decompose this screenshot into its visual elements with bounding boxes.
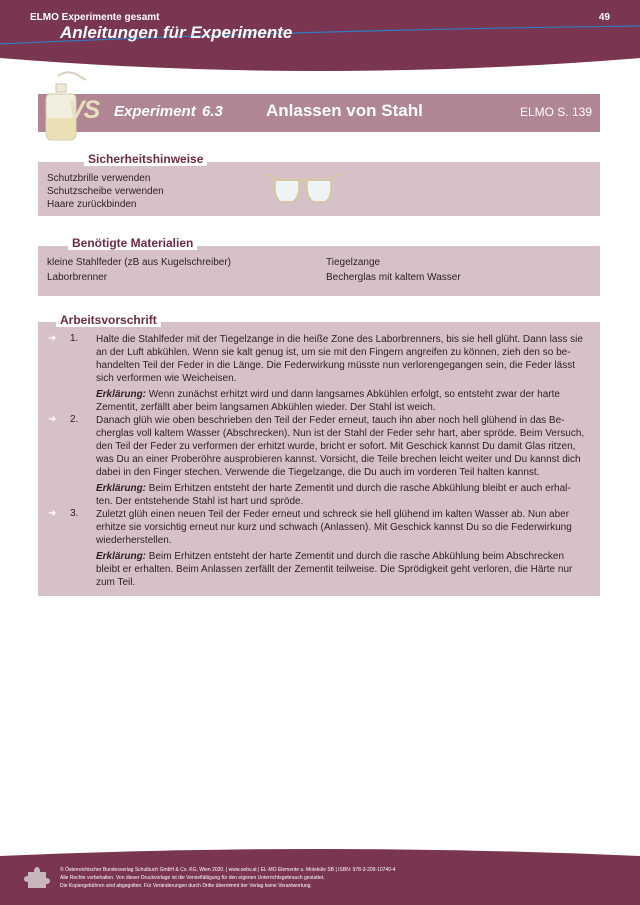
step-line: den Teil der Feder zu verformen der erhitzt wurde, bricht er sofort. Mit Geschick kannst Du damit Glas ritzen, — [96, 441, 576, 452]
step-explanation — [96, 388, 588, 414]
explanation-line — [96, 482, 588, 495]
step-text — [96, 508, 588, 547]
step-line: handelten Teil der Feder in die Länge. Die Federwirkung müsste nun verlorengegangen sein, die Feder lässt — [96, 360, 575, 371]
experiment-title: Anlassen von Stahl — [266, 101, 423, 120]
step-number: 2. — [70, 414, 79, 425]
arrow-right-icon: ➜ — [48, 414, 57, 425]
explanation-line: bleibt er erhalten. Beim Anlassen zerfällt der Zementit teilweise. Die Sprödigkeit geht verloren, die Härte nur — [96, 564, 573, 575]
explanation-text: Wenn zunächst erhitzt wird und dann langsames Abkühlen erfolgt, so entsteht zwar der harte — [146, 389, 560, 400]
rights-line: Alle Rechte vorbehalten. Von dieser Druckvorlage ist die Vervielfältigung für den eigenen Unterrichtsgebrauch gestattet. — [60, 875, 325, 881]
step-line: dabei in den Finger stechen. Verwende die Tiegelzange, die Du auch im vorderen Teil halten kannst. — [96, 467, 540, 478]
procedure-heading: Arbeitsvorschrift — [56, 313, 161, 327]
step-line: an der Luft abkühlen. Wenn sie kalt genug ist, um sie mit den Fingern angreifen zu können, zieh den so be- — [96, 347, 571, 358]
explanation-line — [96, 550, 588, 563]
safety-item: Schutzbrille verwenden — [47, 173, 151, 184]
step-line: was Du an einer Proberöhre ausprobieren kannst. Vorsicht, die Teile brechen leicht weiter und Du kannst dich — [96, 454, 581, 465]
step-explanation — [96, 482, 588, 508]
arrow-right-icon: ➜ — [48, 333, 57, 344]
vs-logo: VS — [68, 96, 100, 124]
step-number: 3. — [70, 508, 79, 519]
step-line: Danach glüh wie oben beschrieben den Teil der Feder erneut, tauch ihn aber noch hell glühend in das Be- — [96, 415, 565, 426]
fees-line: Die Kopiergebühren sind abgegolten. Für Veränderungen durch Dritte übernimmt der Verlag keine Verantwortung. — [60, 883, 312, 889]
procedure-box — [38, 322, 600, 596]
experiment-number: 6.3 — [202, 103, 223, 120]
materials-heading: Benötigte Materialien — [68, 236, 197, 250]
book-reference: ELMO S. 139 — [519, 105, 592, 119]
series-title: ELMO Experimente gesamt — [30, 12, 160, 23]
explanation-label: Erklärung: — [96, 389, 147, 400]
material-item: kleine Stahlfeder (zB aus Kugelschreiber) — [47, 257, 231, 268]
explanation-line: Zementit, zerfällt aber beim langsamen Abkühlen wieder. Der Stahl ist weich. — [96, 402, 436, 413]
step-line: cherglas voll kaltem Wasser (Abschrecken). Nun ist der Stahl der Feder sehr hart, aber spröde. Beim Versuch, — [96, 428, 585, 439]
copyright-line: © Österreichischer Bundesverlag Schulbuch GmbH & Co. KG, Wien 2020. | www.oebv.at | EL-MO Elemente u. Moleküle SB | ISBN: 978-3-209-10740-4 — [60, 867, 396, 873]
safety-item: Haare zurückbinden — [47, 199, 137, 210]
experiment-label: Experiment — [114, 103, 196, 120]
safety-heading: Sicherheitshinweise — [84, 152, 207, 166]
safety-glasses-icon — [263, 172, 343, 206]
safety-item: Schutzscheibe verwenden — [47, 186, 164, 197]
page-number: 49 — [598, 12, 610, 23]
page-header — [0, 0, 640, 74]
step-line: Zuletzt glüh einen neuen Teil der Feder erneut und schreck sie hell glühend im kalten Wasser ab. Nun aber — [96, 509, 570, 520]
step-line: sich verformen wie Weicheisen. — [96, 373, 237, 384]
explanation-line — [96, 388, 588, 401]
step-line: wiederherstellen. — [96, 535, 172, 546]
explanation-line: zum Teil. — [96, 577, 136, 588]
step-explanation — [96, 550, 588, 589]
step-text — [96, 414, 588, 479]
material-item: Tiegelzange — [326, 257, 381, 268]
explanation-line: ten. Der entstehende Stahl ist hart und spröde. — [96, 496, 304, 507]
step-line: erhitze sie vorsichtig erneut nur kurz und schwach (Anlassen). Mit Geschick kannst Du so die Federwirkung — [96, 522, 572, 533]
step-text — [96, 333, 588, 385]
step-line: Halte die Stahlfeder mit der Tiegelzange in die heiße Zone des Laborbrenners, bis sie hell glüht. Dann lass sie — [96, 334, 583, 345]
materials-box — [38, 246, 600, 296]
arrow-right-icon: ➜ — [48, 508, 57, 519]
explanation-label: Erklärung: — [96, 551, 147, 562]
puzzle-icon — [24, 864, 50, 890]
explanation-label: Erklärung: — [96, 483, 147, 494]
material-item: Becherglas mit kaltem Wasser — [326, 272, 461, 283]
explanation-text: Beim Erhitzen entsteht der harte Zementit und durch die rasche Abkühlung beim Abschrecken — [146, 551, 565, 562]
explanation-text: Beim Erhitzen entsteht der harte Zementit und durch die rasche Abkühlung bleibt er auch erhal- — [146, 483, 571, 494]
material-item: Laborbrenner — [47, 272, 108, 283]
step-number: 1. — [70, 333, 79, 344]
section-title: Anleitungen für Experimente — [60, 23, 293, 42]
